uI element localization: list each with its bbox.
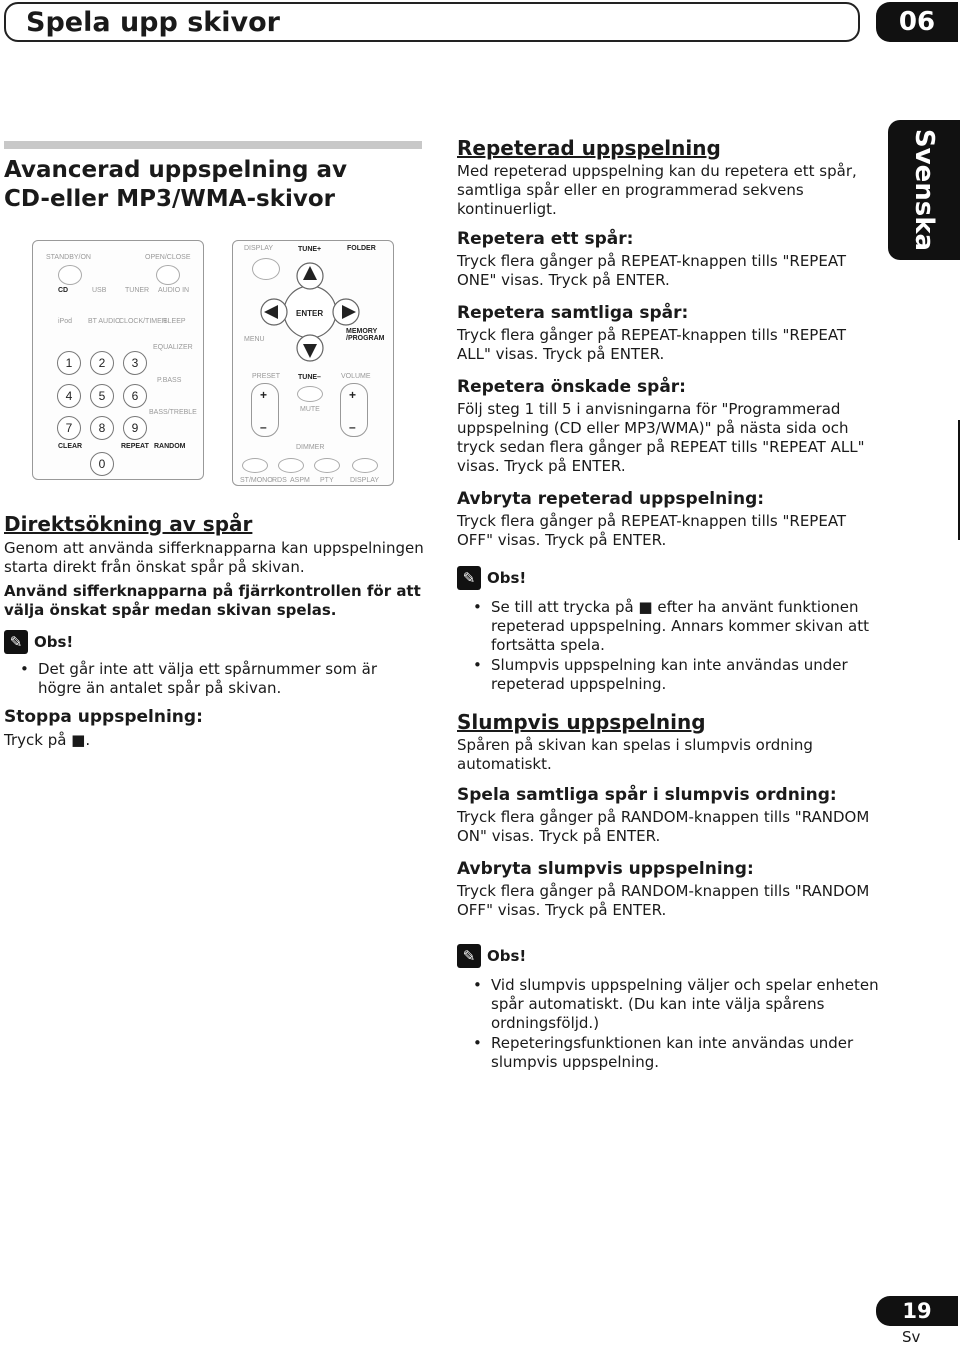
stop-icon xyxy=(278,458,304,473)
direct-search-heading: Direktsökning av spår xyxy=(4,512,253,536)
repeat-one-text: Tryck flera gånger på REPEAT-knappen tills "REPEAT ONE" visas. Tryck på ENTER. xyxy=(457,252,847,289)
remote-label: SLEEP xyxy=(163,318,186,325)
remote-label: MUTE xyxy=(300,406,320,413)
repeat-heading: Repeterad uppspelning xyxy=(457,136,721,160)
repeat-intro: Med repeterad uppspelning kan du repetera ett spår, samtliga spår eller en programmerad sekvens kontinuerligt. xyxy=(457,162,857,218)
page-language: Sv xyxy=(902,1328,921,1346)
remote-label: RANDOM xyxy=(154,443,186,450)
obs-label: Obs! xyxy=(34,633,74,651)
remote-label: PTY xyxy=(320,477,334,484)
remote-label: TUNE– xyxy=(298,374,321,381)
repeat-one-heading: Repetera ett spår: xyxy=(457,229,634,249)
obs-label: Obs! xyxy=(487,569,527,587)
digit-key-0: 0 xyxy=(90,452,114,476)
digit-key-1: 1 xyxy=(57,351,81,375)
section-bar xyxy=(4,141,422,149)
repeat-cancel-heading: Avbryta repeterad uppspelning: xyxy=(457,489,765,509)
remote-label: RDS xyxy=(272,477,287,484)
remote-label: DISPLAY xyxy=(244,245,274,252)
language-tab xyxy=(888,120,960,260)
note-list xyxy=(457,976,879,1072)
chapter-number: 06 xyxy=(876,2,958,42)
note-item: • Vid slumpvis uppspelning väljer och spelar enheten spår automatiskt. (Du kan inte välja spårens ordningsföljd.) xyxy=(457,976,879,1033)
digit-key-7: 7 xyxy=(57,416,81,440)
digit-key-2: 2 xyxy=(90,351,114,375)
obs-label: Obs! xyxy=(487,947,527,965)
repeat-selected-heading: Repetera önskade spår: xyxy=(457,377,686,397)
repeat-all-text: Tryck flera gånger på REPEAT-knappen tills "REPEAT ALL" visas. Tryck på ENTER. xyxy=(457,326,847,363)
remote-label: MENU xyxy=(244,336,265,343)
cursor-pad-icon xyxy=(256,258,386,388)
page-number: 19 xyxy=(876,1296,958,1326)
remote-label: CLOCK/TIMER xyxy=(119,318,167,325)
remote-label: STANDBY/ON xyxy=(46,254,91,261)
remote-label: BASS/TREBLE xyxy=(149,409,197,416)
remote-label: TUNER xyxy=(125,287,150,294)
direct-search-instruction: Använd sifferknapparna på fjärrkontrollen för att välja önskat spår medan skivan spelas. xyxy=(4,582,421,619)
header-title-box xyxy=(4,2,860,42)
remote-label: REPEAT xyxy=(121,443,149,450)
pencil-icon: ✎ xyxy=(457,944,481,968)
random-off-text: Tryck flera gånger på RANDOM-knappen tills "RANDOM OFF" visas. Tryck på ENTER. xyxy=(457,882,870,919)
remote-label: MEMORY /PROGRAM xyxy=(346,328,385,342)
play-pause-icon xyxy=(314,458,340,473)
obs-note-header xyxy=(4,630,424,654)
remote-label: CD xyxy=(58,287,69,294)
remote-label: TUNE+ xyxy=(298,246,322,253)
mute-icon xyxy=(297,386,323,402)
volume-plus: + xyxy=(349,388,357,402)
repeat-cancel-text: Tryck flera gånger på REPEAT-knappen tills "REPEAT OFF" visas. Tryck på ENTER. xyxy=(457,512,847,549)
repeat-section xyxy=(457,136,879,1073)
digit-key-9: 9 xyxy=(123,416,147,440)
next-icon xyxy=(352,458,378,473)
remote-label: FOLDER xyxy=(347,245,376,252)
remote-label: CLEAR xyxy=(58,443,83,450)
random-on-heading: Spela samtliga spår i slumpvis ordning: xyxy=(457,785,837,805)
remote-label: AUDIO IN xyxy=(158,287,190,294)
stop-heading: Stoppa uppspelning: xyxy=(4,707,203,727)
main-title: Avancerad uppspelning av CD-eller MP3/WMA-skivor xyxy=(4,157,347,212)
page-header-title: Spela upp skivor xyxy=(26,6,280,38)
remote-label: iPod xyxy=(58,318,73,325)
power-icon xyxy=(58,265,82,285)
note-list xyxy=(457,598,879,694)
digit-key-5: 5 xyxy=(90,384,114,408)
pencil-icon: ✎ xyxy=(4,630,28,654)
note-item: • Det går inte att välja ett spårnummer som är högre än antalet spår på skivan. xyxy=(4,660,424,698)
preset-plus: + xyxy=(260,388,268,402)
note-item: • Se till att trycka på ■ efter ha använt funktionen repeterad uppspelning. Annars kommer skivan att fortsätta spela. xyxy=(457,598,879,655)
eject-icon xyxy=(156,265,180,285)
remote-label: DISPLAY xyxy=(350,477,380,484)
remote-label: USB xyxy=(92,287,107,294)
direct-search-body: Genom att använda sifferknapparna kan uppspelningen starta direkt från önskat spår på skivan. xyxy=(4,539,424,576)
remote-label: OPEN/CLOSE xyxy=(145,254,191,261)
repeat-selected-text: Följ steg 1 till 5 i anvisningarna för "Programmerad uppspelning (CD eller MP3/WMA)" på nästa sida och tryck sedan flera gånger på REPEAT tills "REPEAT ALL" visas. Tryck på ENTER. xyxy=(457,400,865,475)
remote-label: ST/MONO xyxy=(240,477,273,484)
note-list xyxy=(4,660,424,698)
remote-label: PRESET xyxy=(252,373,281,380)
remote-label: ASPM xyxy=(290,477,310,484)
digit-key-4: 4 xyxy=(57,384,81,408)
random-heading: Slumpvis uppspelning xyxy=(457,710,706,734)
repeat-all-heading: Repetera samtliga spår: xyxy=(457,303,689,323)
note-item: • Repeteringsfunktionen kan inte användas under slumpvis uppspelning. xyxy=(457,1034,879,1072)
remote-label: P.BASS xyxy=(157,377,182,384)
random-on-text: Tryck flera gånger på RANDOM-knappen tills "RANDOM ON" visas. Tryck på ENTER. xyxy=(457,808,870,845)
volume-minus: – xyxy=(349,420,356,434)
preset-minus: – xyxy=(260,420,267,434)
digit-key-8: 8 xyxy=(90,416,114,440)
direct-search-section xyxy=(4,512,424,750)
remote-illustration xyxy=(32,238,394,486)
remote-label: ENTER xyxy=(296,309,324,318)
previous-icon xyxy=(242,458,268,473)
random-off-heading: Avbryta slumpvis uppspelning: xyxy=(457,859,754,879)
language-tab-label: Svenska xyxy=(909,128,939,252)
remote-label: BT AUDIO xyxy=(88,318,121,325)
random-intro: Spåren på skivan kan spelas i slumpvis ordning automatiskt. xyxy=(457,736,813,773)
remote-label: DIMMER xyxy=(296,444,325,451)
obs-note-header xyxy=(457,944,879,968)
digit-key-6: 6 xyxy=(123,384,147,408)
remote-label: VOLUME xyxy=(341,373,371,380)
note-item: • Slumpvis uppspelning kan inte användas under repeterad uppspelning. xyxy=(457,656,879,694)
obs-note-header xyxy=(457,566,879,590)
pencil-icon: ✎ xyxy=(457,566,481,590)
stop-text: Tryck på ■. xyxy=(4,731,91,749)
digit-key-3: 3 xyxy=(123,351,147,375)
remote-label: EQUALIZER xyxy=(153,344,193,351)
